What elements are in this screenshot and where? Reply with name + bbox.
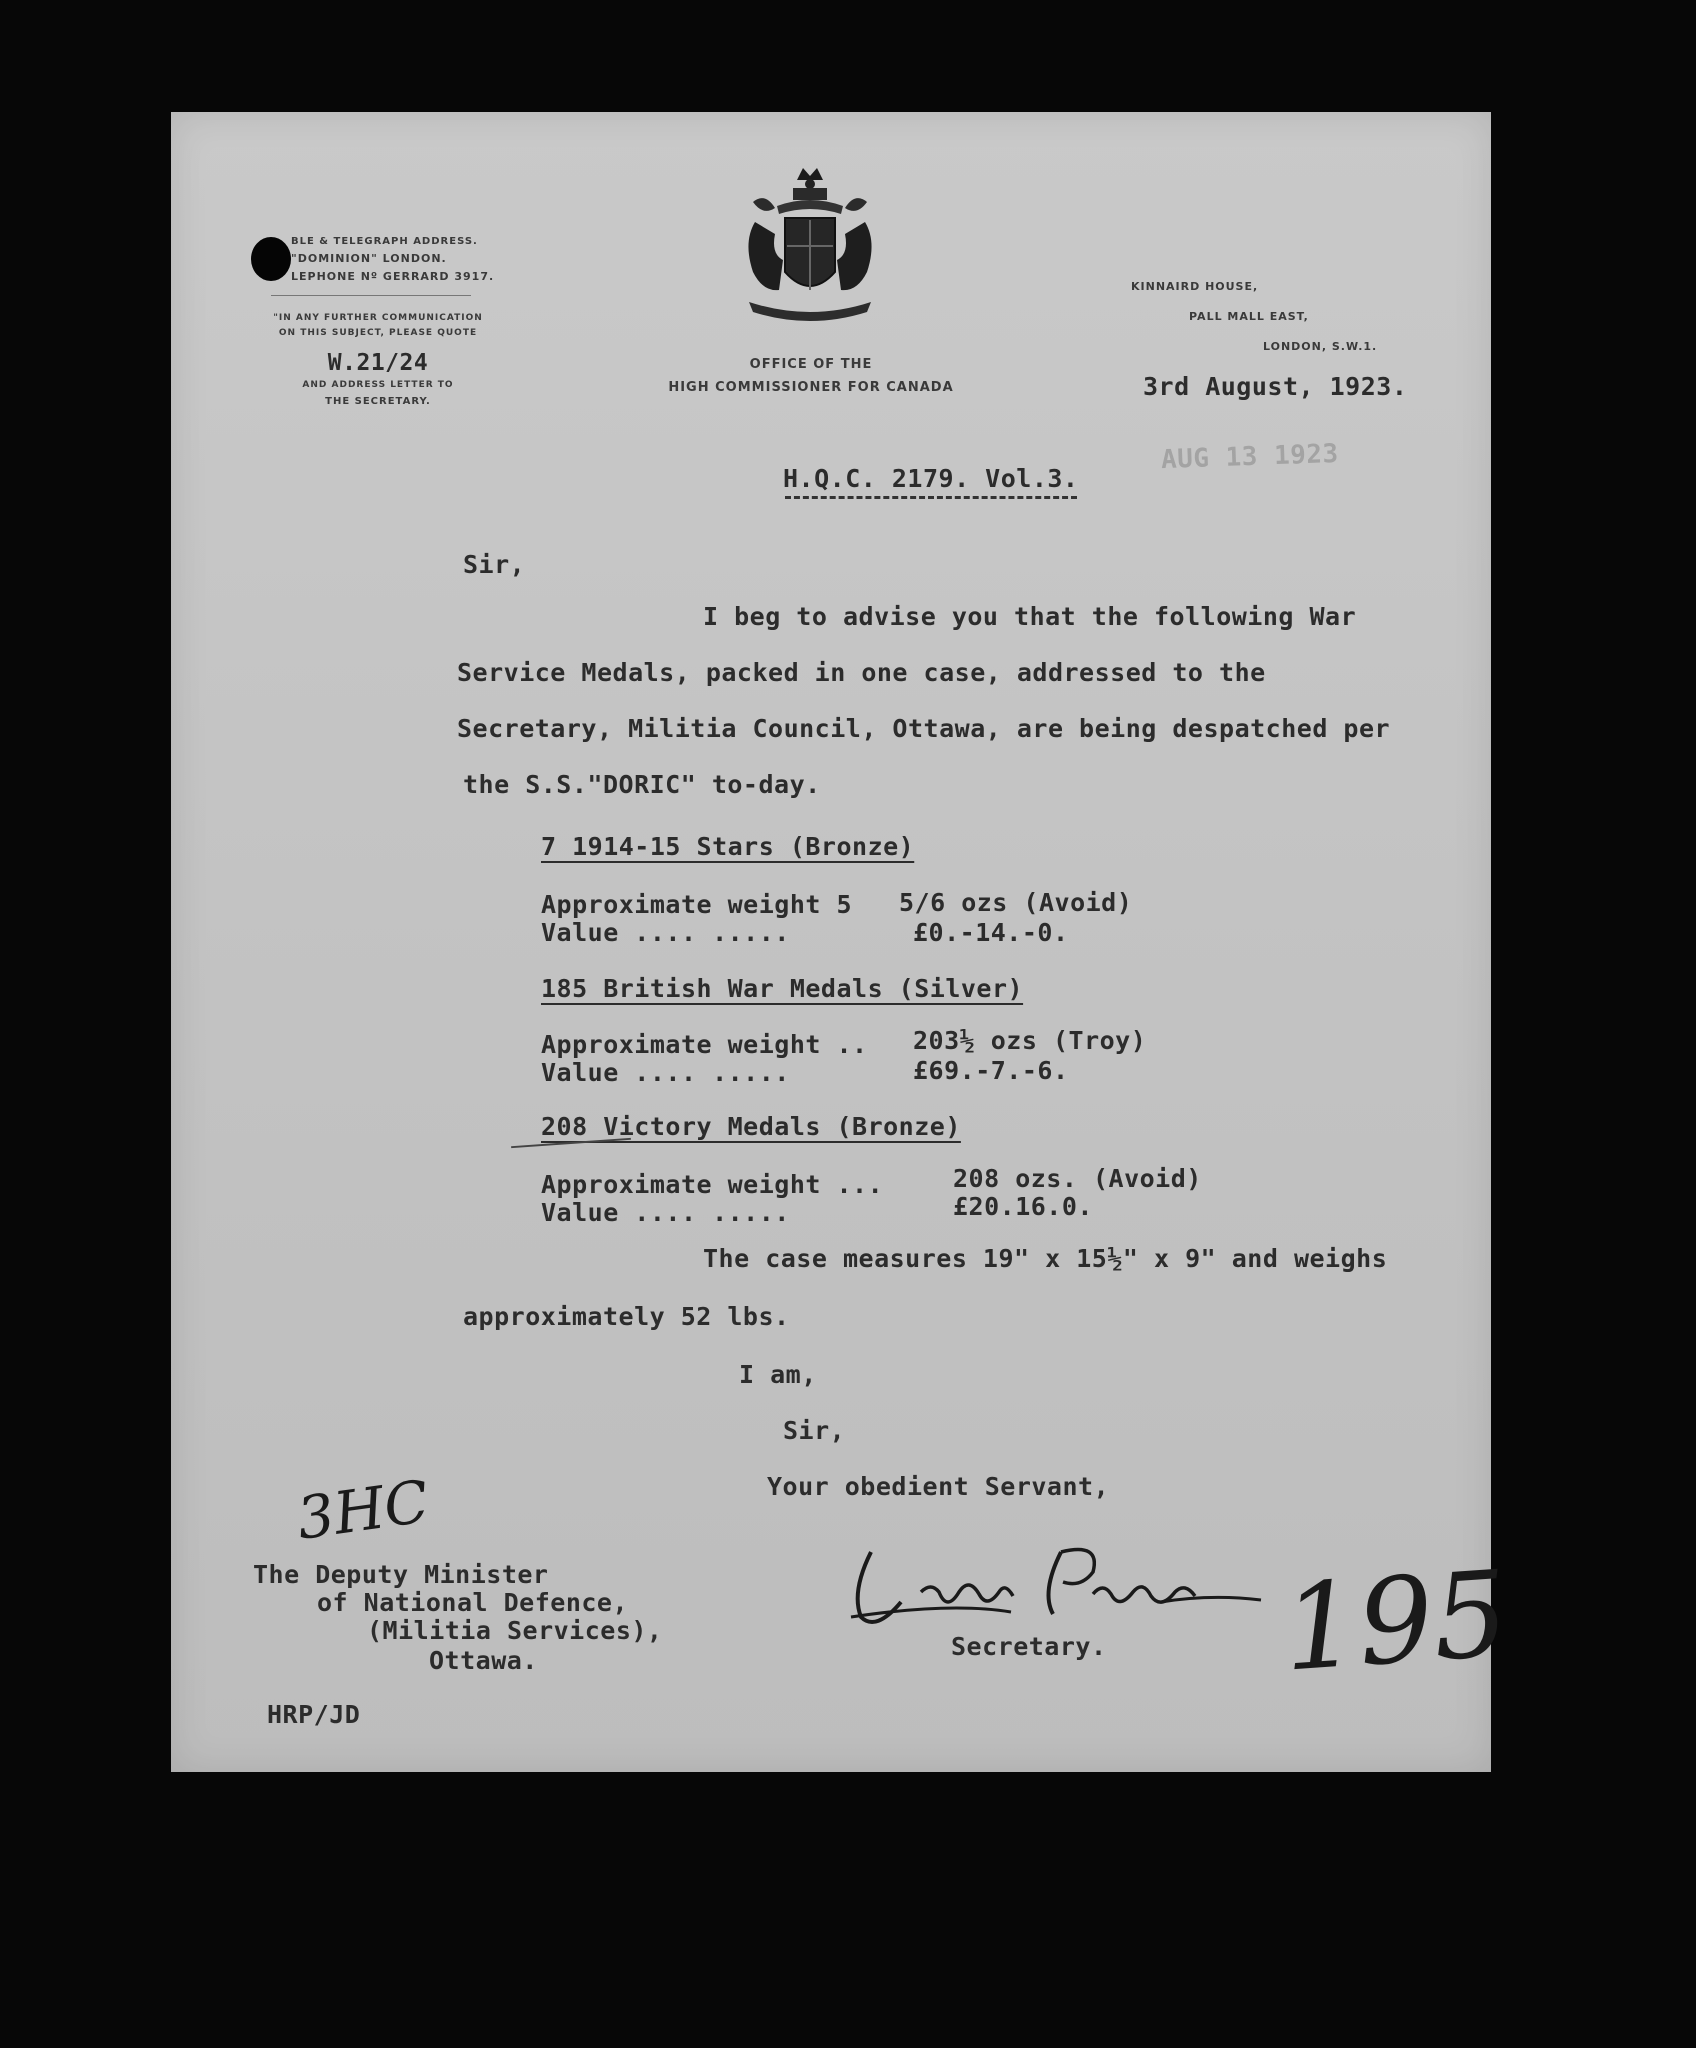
- telephone-number: LEPHONE Nº GERRARD 3917.: [291, 270, 495, 283]
- letter-page: [171, 112, 1513, 1772]
- further-communication-note: "IN ANY FURTHER COMMUNICATION: [273, 313, 483, 323]
- addressee-line-2: of National Defence,: [317, 1588, 629, 1617]
- item-weight-label: Approximate weight ..: [541, 1030, 868, 1059]
- reference-underline: [785, 496, 1077, 499]
- item-weight-value: 5/6 ozs (Avoid): [899, 888, 1133, 917]
- body-line-1: I beg to advise you that the following War: [703, 602, 1357, 631]
- high-commissioner-title: HIGH COMMISSIONER FOR CANADA: [668, 380, 954, 395]
- secretary-label: THE SECRETARY.: [325, 396, 431, 407]
- item-weight-value: 203½ ozs (Troy): [913, 1026, 1147, 1055]
- item-value-label: Value .... .....: [541, 918, 790, 947]
- kinnaird-house: KINNAIRD HOUSE,: [1131, 280, 1259, 293]
- reference-number: H.Q.C. 2179. Vol.3.: [783, 464, 1079, 493]
- closing-sir: Sir,: [783, 1416, 846, 1445]
- addressee-line-4: Ottawa.: [429, 1646, 538, 1675]
- case-line-2: approximately 52 lbs.: [463, 1302, 790, 1331]
- item-heading: 208 Victory Medals (Bronze): [541, 1112, 961, 1141]
- punch-hole: [251, 237, 291, 281]
- body-line-3: Secretary, Militia Council, Ottawa, are being despatched per: [457, 714, 1391, 743]
- coat-of-arms-icon: [735, 162, 885, 332]
- cable-address-label: BLE & TELEGRAPH ADDRESS.: [291, 236, 478, 247]
- closing-servant: Your obedient Servant,: [767, 1472, 1110, 1501]
- item-heading: 185 British War Medals (Silver): [541, 974, 1024, 1003]
- handwritten-page-number: 195: [1278, 1544, 1513, 1698]
- body-line-4: the S.S."DORIC" to-day.: [463, 770, 821, 799]
- salutation: Sir,: [463, 550, 526, 579]
- item-weight-label: Approximate weight 5: [541, 890, 853, 919]
- addressee-line-1: The Deputy Minister: [253, 1560, 549, 1589]
- address-instruction: AND ADDRESS LETTER TO: [302, 380, 454, 390]
- office-of-the: OFFICE OF THE: [749, 357, 873, 372]
- body-line-2: Service Medals, packed in one case, addressed to the: [457, 658, 1266, 687]
- item-heading: 7 1914-15 Stars (Bronze): [541, 832, 915, 861]
- london-sw1: LONDON, S.W.1.: [1263, 340, 1378, 353]
- closing-i-am: I am,: [739, 1360, 817, 1389]
- secretary-title: Secretary.: [951, 1632, 1107, 1661]
- signature: [831, 1522, 1271, 1642]
- item-value-amount: £0.-14.-0.: [913, 918, 1069, 947]
- quote-instruction: ON THIS SUBJECT, PLEASE QUOTE: [278, 328, 478, 338]
- addressee-line-3: (Militia Services),: [367, 1616, 663, 1645]
- item-value-label: Value .... .....: [541, 1058, 790, 1087]
- item-weight-value: 208 ozs. (Avoid): [953, 1164, 1202, 1193]
- item-value-amount: £20.16.0.: [953, 1192, 1093, 1221]
- cable-address: "DOMINION" LONDON.: [291, 252, 447, 265]
- typist-reference: HRP/JD: [267, 1700, 361, 1729]
- item-value-label: Value .... .....: [541, 1198, 790, 1227]
- letterhead-divider: [271, 295, 471, 296]
- received-stamp: AUG 13 1923: [1160, 438, 1340, 476]
- item-weight-label: Approximate weight ...: [541, 1170, 884, 1199]
- pall-mall-east: PALL MALL EAST,: [1189, 310, 1309, 323]
- letter-date: 3rd August, 1923.: [1143, 372, 1408, 401]
- handwritten-initials: 3HC: [292, 1467, 433, 1553]
- case-line-1: The case measures 19" x 15½" x 9" and weighs: [703, 1244, 1388, 1273]
- item-value-amount: £69.-7.-6.: [913, 1056, 1069, 1085]
- file-number: W.21/24: [327, 350, 429, 376]
